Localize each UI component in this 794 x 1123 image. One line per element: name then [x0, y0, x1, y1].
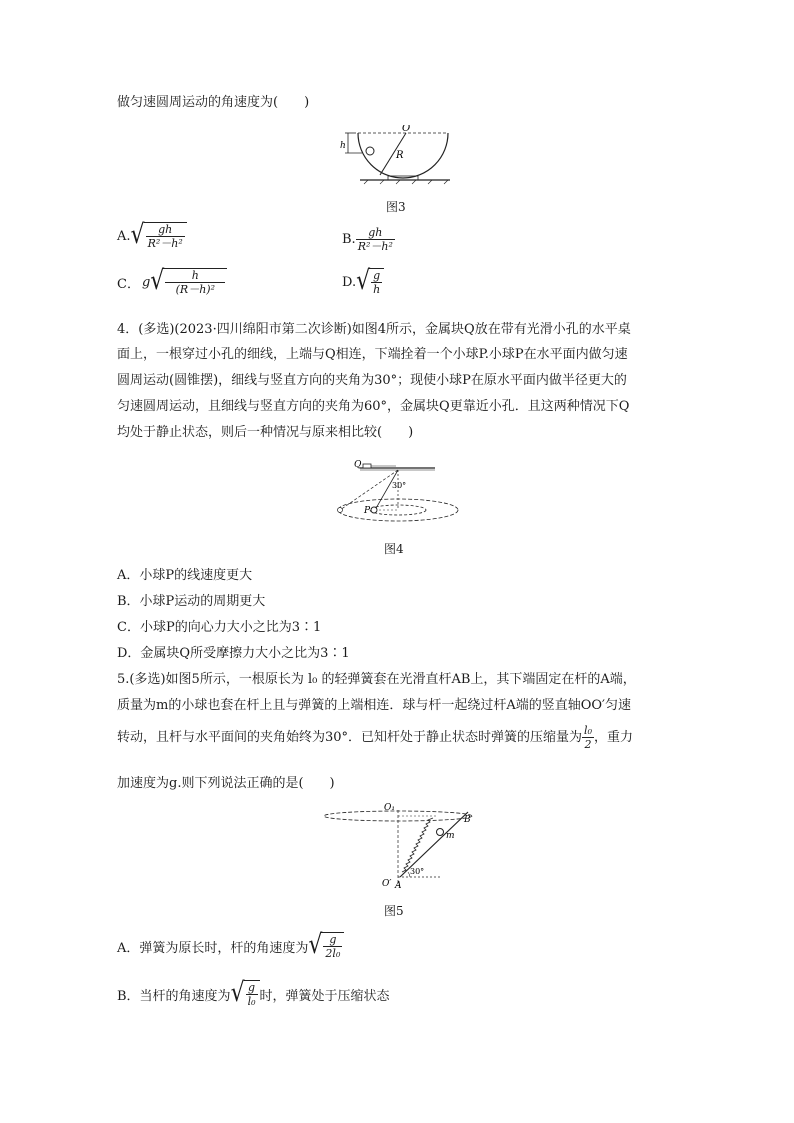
q5-stem-line-2: 质量为m的小球也套在杆上且与弹簧的上端相连．球与杆一起绕过杆A端的竖直轴OO′匀速	[117, 698, 631, 713]
q5-option-a[interactable]: A．弹簧为原长时，杆的角速度为 √ $\frac{g}{\text{2l₀}}$	[117, 932, 344, 960]
q3-option-d[interactable]: D. √ $\frac{g}{h}$	[342, 268, 384, 296]
fig5-label-m: m	[446, 831, 455, 841]
sqrt-a: √ $\frac{gh}{\text{R²－h²}}$	[131, 222, 187, 250]
q3-stem: 做匀速圆周运动的角速度为( )	[117, 95, 310, 110]
fig4-label-p: P	[364, 506, 371, 516]
q3-option-c[interactable]: C． g √ $\frac{h}{\text{(R－h)²}}$	[117, 268, 227, 296]
q4-option-a[interactable]: A．小球P的线速度更大	[117, 568, 253, 583]
q4-option-b[interactable]: B．小球P运动的周期更大	[117, 594, 266, 609]
figure-4-caption: 图4	[384, 542, 404, 556]
q5-stem-line-1: 5.(多选)如图5所示，一根原长为 l₀ 的轻弹簧套在光滑直杆AB上，其下端固定在杆的A端，	[117, 672, 636, 687]
fig5-label-o1: O₁	[384, 803, 395, 813]
figure-3-bowl	[340, 125, 460, 185]
figure-3-caption: 图3	[386, 200, 406, 214]
q4-option-c[interactable]: C．小球P的向心力大小之比为3∶1	[117, 620, 322, 635]
q3-option-a[interactable]: A. √ $\frac{gh}{\text{R²－h²}}$	[117, 222, 187, 250]
fig3-label-h: h	[340, 141, 346, 151]
q4-option-d[interactable]: D．金属块Q所受摩擦力大小之比为3∶1	[117, 646, 350, 661]
fig5-label-a: A	[395, 881, 402, 891]
fig5-label-b: B	[464, 815, 471, 825]
fig4-label-q: Q	[354, 460, 362, 470]
q4-stem-line-3: 圆周运动(圆锥摆)，细线与竖直方向的夹角为30°；现使小球P在原水平面内做半径更大的	[117, 373, 627, 388]
fig3-label-r: R	[396, 150, 404, 161]
q5-option-b[interactable]: B．当杆的角速度为 √ $\frac{g}{\text{l₀}}$ 时，弹簧处于压缩状态	[117, 978, 390, 1009]
q5-stem-line-3: 转动，且杆与水平面间的夹角始终为30°．已知杆处于静止状态时弹簧的压缩量为 $\frac{\text{l₀}}{2}$ ，重力	[117, 724, 633, 751]
q5-stem-line-4: 加速度为g.则下列说法正确的是( )	[117, 776, 335, 791]
q4-stem-line-5: 均处于静止状态，则后一种情况与原来相比较( )	[117, 425, 414, 440]
fig5-label-angle: 30°	[410, 867, 425, 876]
fig4-label-angle: 30°	[392, 481, 407, 490]
q4-stem-line-2: 面上，一根穿过小孔的细线，上端与Q相连，下端拴着一个小球P.小球P在水平面内做匀速	[117, 347, 628, 362]
fig5-label-o2: O′	[382, 879, 392, 889]
figure-5-rotating-rod	[320, 798, 480, 893]
figure-4-conical-pendulum	[330, 455, 465, 527]
figure-5-caption: 图5	[384, 904, 404, 918]
fig3-label-o: O	[402, 125, 411, 134]
q4-stem-line-1: 4．(多选)(2023·四川绵阳市第二次诊断)如图4所示，金属块Q放在带有光滑小孔的水平桌	[117, 322, 631, 337]
q3-option-b[interactable]: B. $\frac{gh}{\text{R²－h²}}$	[342, 226, 393, 253]
q4-stem-line-4: 匀速圆周运动，且细线与竖直方向的夹角为60°，金属块Q更靠近小孔．且这两种情况下Q	[117, 399, 630, 414]
